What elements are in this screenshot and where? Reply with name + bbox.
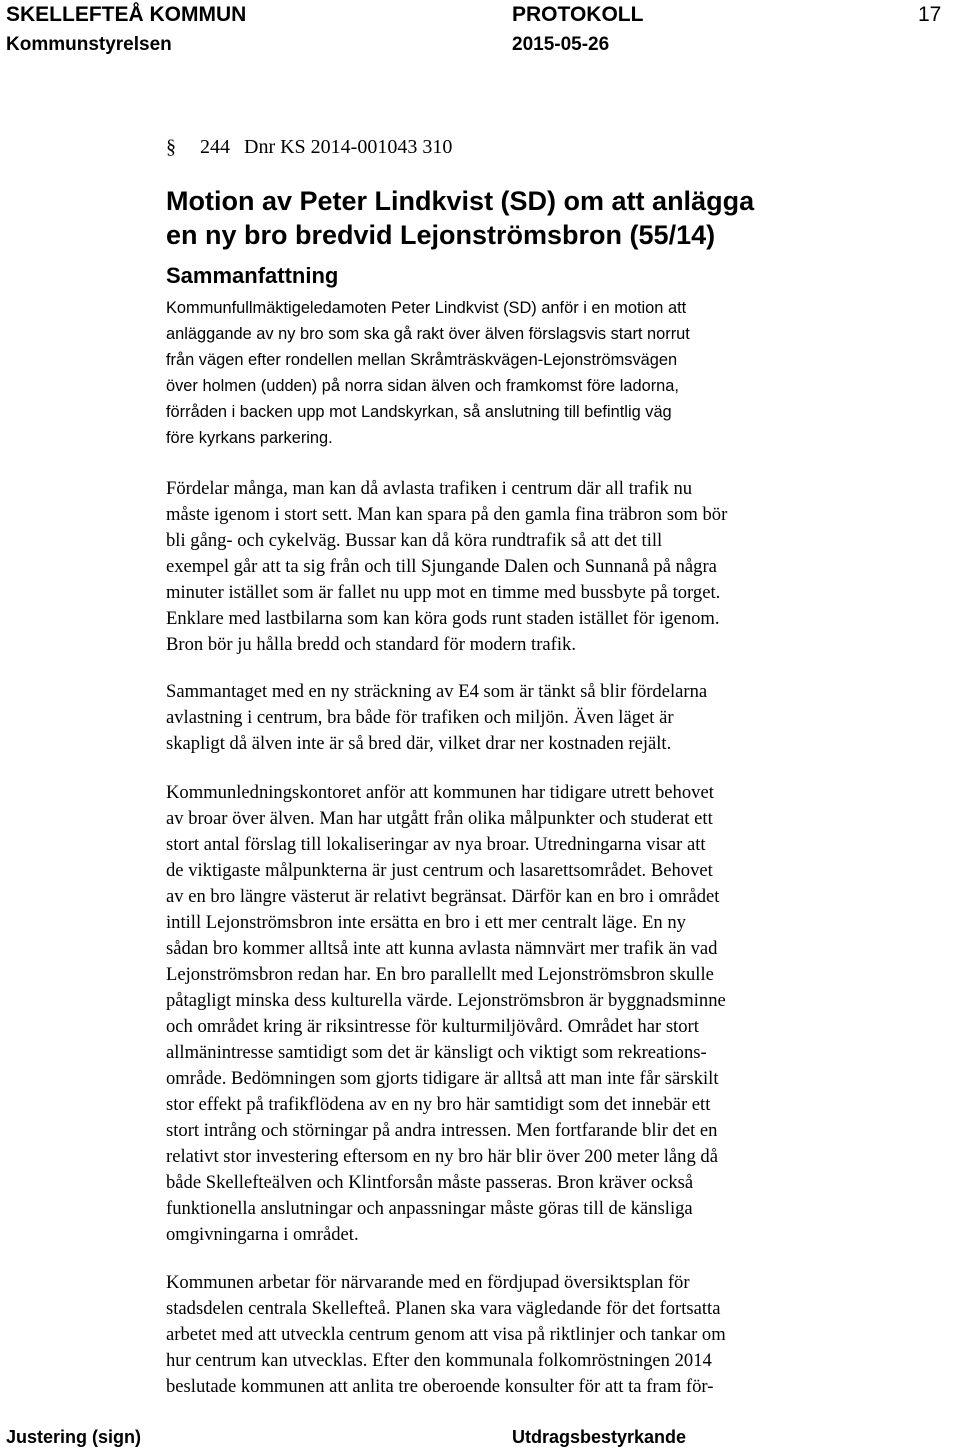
summary-heading: Sammanfattning — [166, 263, 339, 288]
org-name: SKELLEFTEÅ KOMMUN — [6, 3, 247, 26]
body-line: bli gång- och cykelväg. Bussar kan då köra rundtrafik så att det till — [166, 530, 663, 551]
body-paragraph-advantages — [166, 476, 876, 658]
paragraph-reference — [166, 134, 452, 160]
body-paragraph-summary-e4 — [166, 679, 876, 757]
body-paragraph-office-response — [166, 780, 876, 1248]
body-line: allmänintresse samtidigt som det är känsligt och viktigt som rekreations- — [166, 1042, 707, 1063]
body-line: stadsdelen centrala Skellefteå. Planen ska vara vägledande för det fortsatta — [166, 1298, 721, 1319]
footer-certification-label: Utdragsbestyrkande — [512, 1427, 687, 1447]
title-line: Motion av Peter Lindkvist (SD) om att anlägga — [166, 186, 755, 216]
body-line: arbetet med att utveckla centrum genom att visa på riktlinjer och tankar om — [166, 1324, 726, 1345]
body-line: exempel går att ta sig från och till Sjungande Dalen och Sunnanå på några — [166, 556, 717, 577]
paragraph-sign: § — [166, 136, 176, 158]
body-line: intill Lejonströmsbron inte ersätta en bro i ett mer centralt läge. En ny — [166, 912, 686, 933]
body-line: område. Bedömningen som gjorts tidigare är alltså att man inte får särskilt — [166, 1068, 719, 1089]
body-line: skapligt då älven inte är så bred där, vilket drar ner kostnaden rejält. — [166, 733, 672, 754]
body-line: Fördelar många, man kan då avlasta trafiken i centrum där all trafik nu — [166, 478, 693, 499]
diary-number: Dnr KS 2014-001043 310 — [244, 136, 453, 158]
body-line: Sammantaget med en ny sträckning av E4 som är tänkt så blir fördelarna — [166, 681, 708, 702]
body-line: av broar över älven. Man har utgått från olika målpunkter och studerat ett — [166, 808, 713, 829]
body-line: och området kring är riksintresse för kulturmiljövård. Området har stort — [166, 1016, 699, 1037]
body-line: hur centrum kan utvecklas. Efter den kommunala folkomröstningen 2014 — [166, 1350, 712, 1371]
body-line: Bron bör ju hålla bredd och standard för modern trafik. — [166, 634, 576, 655]
body-line: Lejonströmsbron redan har. En bro parallellt med Lejonströmsbron skulle — [166, 964, 714, 985]
summary-line: förråden i backen upp mot Landskyrkan, så anslutning till befintlig väg — [166, 403, 672, 421]
summary-line: Kommunfullmäktigeledamoten Peter Lindkvist (SD) anför i en motion att — [166, 299, 687, 317]
body-line: stort intrång och störningar på andra intressen. Men fortfarande blir det en — [166, 1120, 718, 1141]
summary-line: anläggande av ny bro som ska gå rakt över älven förslagsvis start norrut — [166, 325, 690, 343]
footer-signature-label: Justering (sign) — [6, 1427, 142, 1447]
body-line: minuter istället som är fallet nu upp mot en timme med bussbyte på torget. — [166, 582, 721, 603]
body-line: både Skellefteälven och Klintforsån måste passeras. Bron kräver också — [166, 1172, 694, 1193]
meeting-date: 2015-05-26 — [512, 34, 610, 55]
body-line: Kommunledningskontoret anför att kommunen har tidigare utrett behovet — [166, 782, 714, 803]
body-paragraph-overview-plan — [166, 1270, 876, 1400]
body-line: stor effekt på trafikflödena av en ny bro här samtidigt som det innebär ett — [166, 1094, 711, 1115]
body-line: beslutade kommunen att anlita tre oberoende konsulter för att ta fram för- — [166, 1376, 714, 1397]
doc-type: PROTOKOLL — [512, 3, 644, 26]
summary-line: över holmen (udden) på norra sidan älven och framkomst före ladorna, — [166, 377, 679, 395]
page-title — [166, 184, 886, 252]
body-name: Kommunstyrelsen — [6, 34, 172, 55]
body-line: påtagligt minska dess kulturella värde. Lejonströmsbron är byggnadsminne — [166, 990, 726, 1011]
body-line: måste igenom i stort sett. Man kan spara på den gamla fina träbron som bör — [166, 504, 728, 525]
body-line: de viktigaste målpunkterna är just centrum och lasarettsområdet. Behovet — [166, 860, 713, 881]
body-line: av en bro längre västerut är relativt begränsat. Därför kan en bro i området — [166, 886, 720, 907]
body-line: avlastning i centrum, bra både för trafiken och miljön. Även läget är — [166, 707, 674, 728]
body-line: Enklare med lastbilarna som kan köra gods runt staden istället för igenom. — [166, 608, 720, 629]
summary-line: från vägen efter rondellen mellan Skråmträskvägen-Lejonströmsvägen — [166, 351, 678, 369]
body-line: omgivningarna i området. — [166, 1224, 359, 1245]
page-number: 17 — [918, 3, 942, 26]
summary-line: före kyrkans parkering. — [166, 429, 333, 447]
title-line: en ny bro bredvid Lejonströmsbron (55/14) — [166, 220, 716, 250]
summary-paragraph — [166, 295, 866, 451]
body-line: sådan bro kommer alltså inte att kunna avlasta nämnvärt mer trafik än vad — [166, 938, 718, 959]
body-line: Kommunen arbetar för närvarande med en fördjupad översiktsplan för — [166, 1272, 690, 1293]
body-line: relativt stor investering eftersom en ny bro här blir över 200 meter lång då — [166, 1146, 718, 1167]
body-line: funktionella anslutningar och anpassningar måste göras till de känsliga — [166, 1198, 693, 1219]
body-line: stort antal förslag till lokaliseringar av nya broar. Utredningarna visar att — [166, 834, 706, 855]
paragraph-number: 244 — [200, 136, 230, 158]
